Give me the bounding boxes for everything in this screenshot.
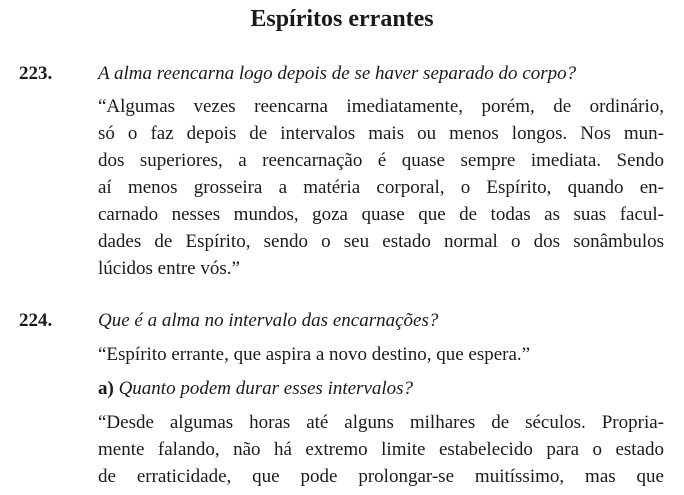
answer-line: “Desde algumas horas até alguns milhares de séculos. Propria- (98, 412, 664, 433)
answer-line: mente falando, não há extremo limite estabelecido para o estado (98, 439, 664, 460)
answer-line: lúcidos entre vós.” (98, 258, 240, 279)
section-title: Espíritos errantes (250, 6, 434, 32)
answer-line: “Espírito errante, que aspira a novo destino, que espera.” (98, 344, 531, 365)
question-text: Que é a alma no intervalo das encarnações? (98, 310, 439, 331)
answer-line: só o faz depois de intervalos mais ou menos longos. Nos mun- (98, 123, 664, 144)
sub-question-text: Quanto podem durar esses intervalos? (118, 378, 414, 399)
question-number: 224. (19, 310, 53, 331)
sub-question (98, 377, 664, 401)
answer-line: aí menos grosseira a matéria corporal, o Espírito, quando en- (98, 177, 664, 198)
answer-line: dades de Espírito, sendo o seu estado normal o dos sonâmbulos (98, 231, 664, 252)
question-number: 223. (19, 63, 53, 84)
sub-question-letter: a) (98, 378, 114, 399)
answer-line: “Algumas vezes reencarna imediatamente, porém, de ordinário, (98, 96, 664, 117)
question-text: A alma reencarna logo depois de se haver separado do corpo? (98, 63, 577, 84)
answer-line: carnado nesses mundos, goza quase que de todas as suas facul- (98, 204, 664, 225)
answer-line: de erraticidade, que pode prolongar-se muitíssimo, mas que (98, 466, 664, 487)
answer-line: dos superiores, a reencarnação é quase sempre imediata. Sendo (98, 150, 664, 171)
